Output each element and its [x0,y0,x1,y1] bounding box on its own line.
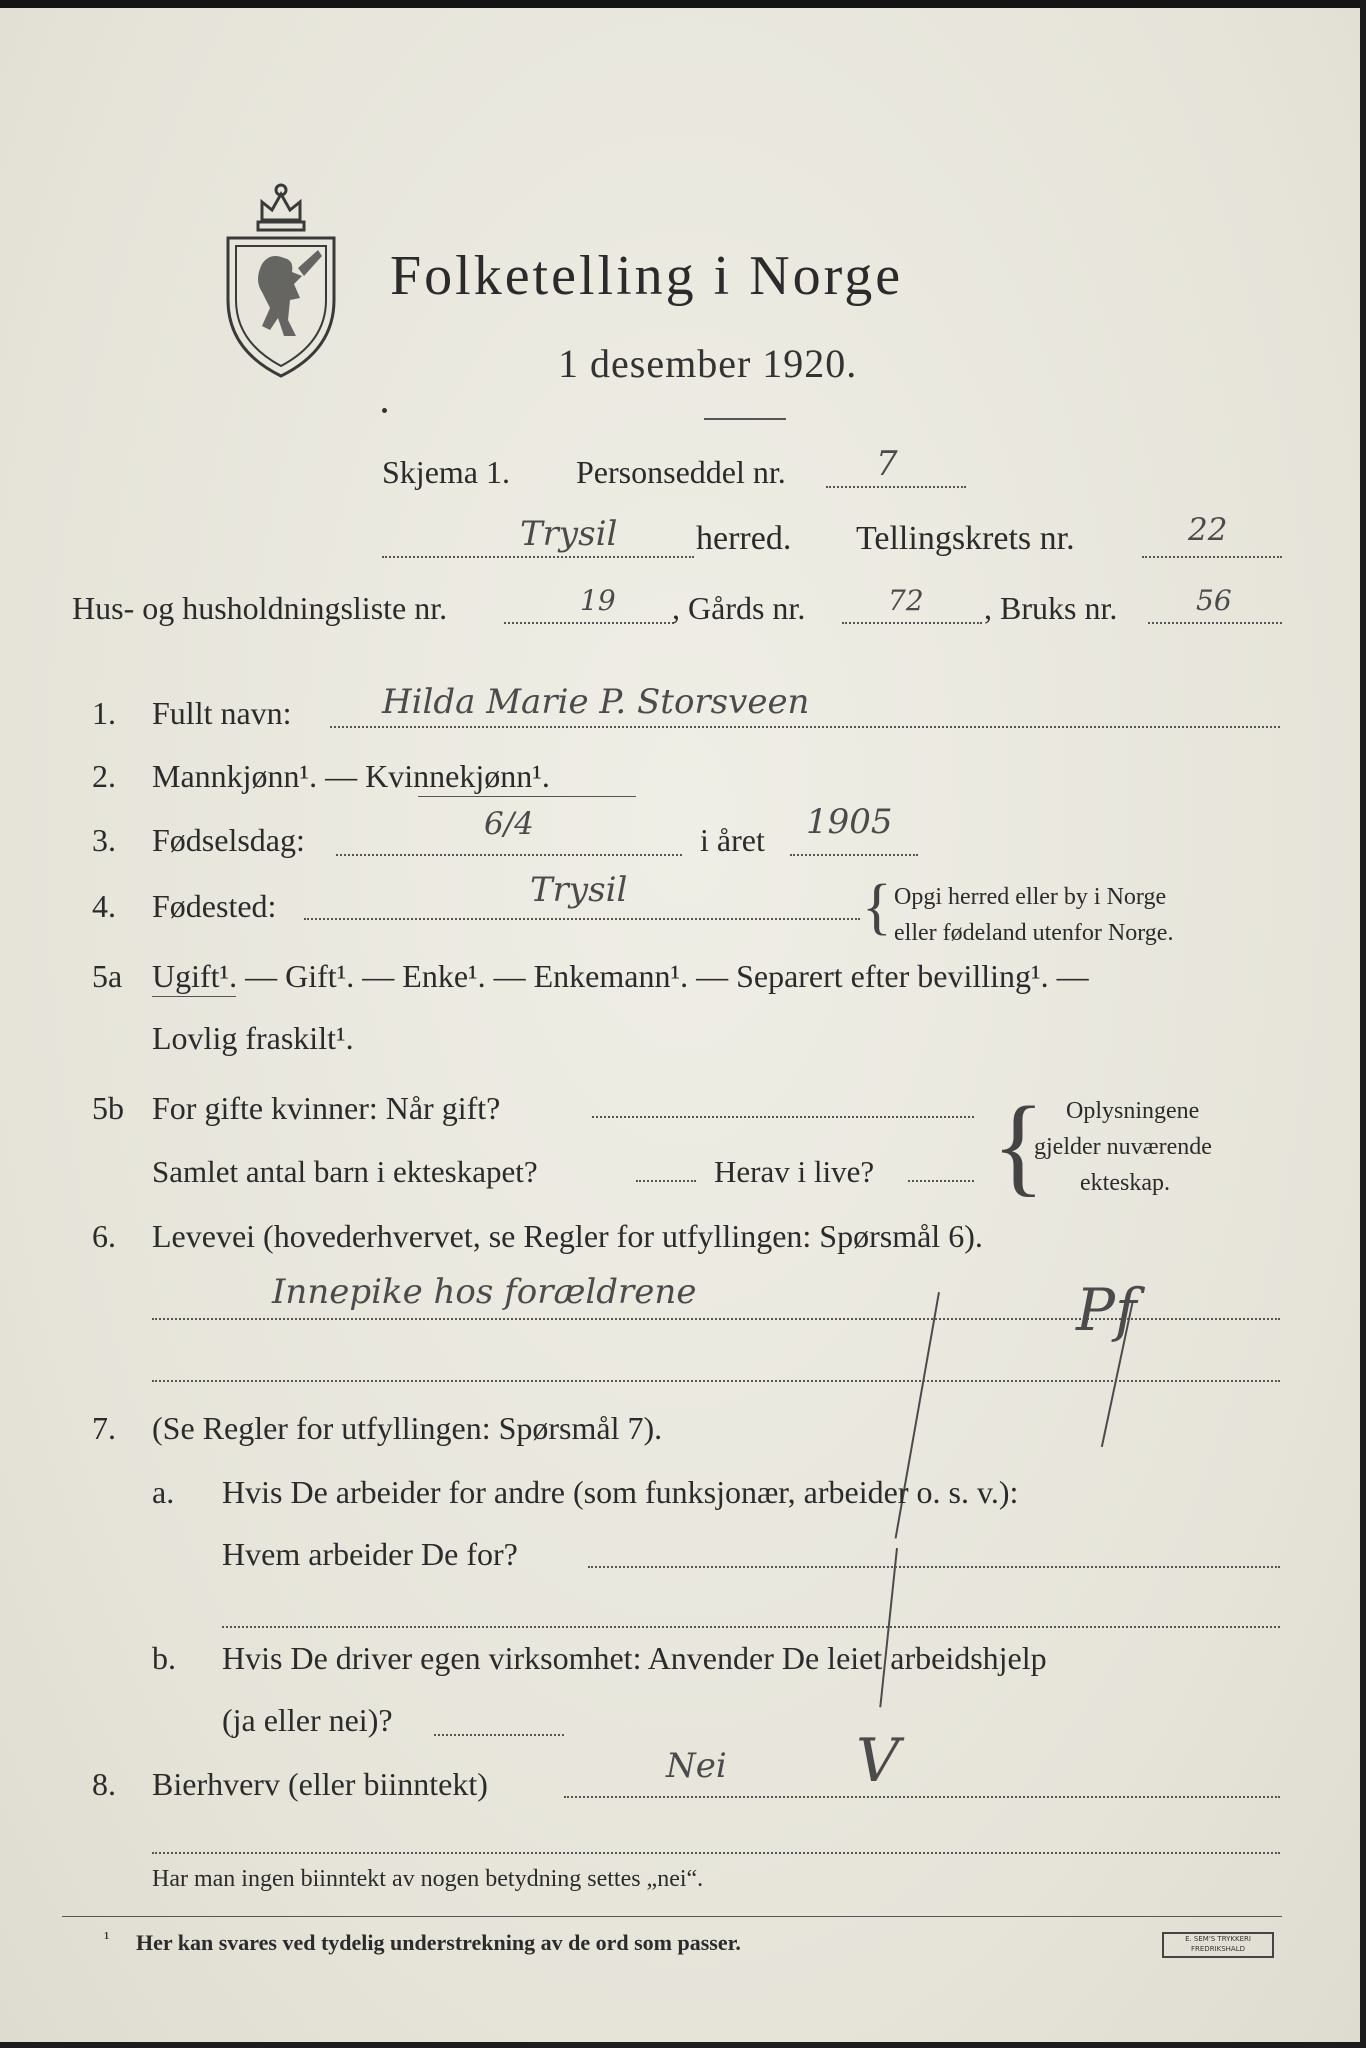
tellingskrets-label: Tellingskrets nr. [856,520,1075,557]
form-title: Folketelling i Norge [390,245,904,307]
q7b-line [434,1734,564,1736]
q7a-label: Hvis De arbeider for andre (som funksjonær, arbeider o. s. v.): [222,1474,1019,1510]
ink-dot [382,408,387,413]
scan-edge-right [1360,0,1366,2048]
form-subtitle: 1 desember 1920. [558,341,858,386]
herred-value: Trysil [520,514,618,554]
footnote-mark: ¹ [104,1928,110,1948]
gards-line [842,622,982,624]
q5b-number: 5b [92,1090,124,1126]
q4-number: 4. [92,888,116,924]
q1-number: 1. [92,695,116,731]
footer-note: Har man ingen biinntekt av nogen betydning settes „nei“. [152,1866,704,1892]
q5b-note-2: gjelder nuværende [1034,1134,1212,1160]
q5b-label-3: Herav i live? [714,1154,875,1189]
q3-year-label: i året [700,822,765,858]
q8-number: 8. [92,1766,116,1802]
coat-of-arms-icon [222,180,340,380]
q4-value: Trysil [530,870,628,910]
q4-line [304,918,860,920]
skjema-label: Skjema 1. [382,454,510,490]
gards-value: 72 [888,584,924,617]
q7b-label: Hvis De driver egen virksomhet: Anvender De leiet arbeidshjelp [222,1640,1047,1676]
q4-note-2: eller fødeland utenfor Norge. [894,920,1174,946]
personseddel-line [826,486,966,488]
q2-label: Mannkjønn¹. — Kvinnekjønn¹. [152,758,550,794]
gards-label: , Gårds nr. [672,590,806,626]
q8-label: Bierhverv (eller biinntekt) [152,1766,488,1802]
q5b-label: For gifte kvinner: Når gift? [152,1090,501,1126]
bruks-line [1148,622,1282,624]
herred-line [382,556,694,558]
bruks-value: 56 [1196,584,1232,617]
q5b-note-1: Oplysningene [1066,1098,1200,1124]
footer-rule [62,1916,1282,1917]
q3-number: 3. [92,822,116,858]
q6-line-2 [152,1380,1280,1382]
q2-underline-kvinnekjonn [418,796,636,797]
q1-line [330,726,1280,728]
q5b-barn-line [636,1180,696,1182]
q5b-note-3: ekteskap. [1080,1170,1170,1196]
q7a-line-1 [588,1566,1280,1568]
q2-number: 2. [92,758,116,794]
q3-line [336,854,682,856]
footnote-text: Her kan svares ved tydelig understrekning av de ord som passer. [136,1930,741,1955]
q6-value: Innepike hos forældrene [272,1272,697,1312]
tellingskrets-value: 22 [1188,512,1228,548]
personseddel-label: Personseddel nr. [576,454,786,490]
q5b-gift-line [592,1116,974,1118]
q3-year-line [790,854,918,856]
scan-edge-top [0,0,1366,8]
hus-value: 19 [580,584,616,617]
q5a-label: Ugift¹. — Gift¹. — Enke¹. — Enkemann¹. — Separert efter bevilling¹. — [152,958,1089,994]
q7b-letter: b. [152,1640,176,1676]
q3-year-value: 1905 [806,802,893,842]
herred-label: herred. [696,520,792,557]
q8-line-1 [564,1796,1280,1798]
title-divider [704,418,786,420]
hus-label: Hus- og husholdningsliste nr. [72,590,448,626]
scan-edge-bottom [0,2042,1366,2048]
q3-value: 6/4 [484,806,534,842]
bruks-label: , Bruks nr. [984,590,1118,626]
q7b-label-2: (ja eller nei)? [222,1702,393,1738]
q8-value: Nei [666,1746,727,1786]
q5a-underline-ugift [152,996,236,997]
personseddel-value: 7 [876,444,898,484]
q5b-brace: { [992,1084,1045,1206]
pencil-check-mark: V [856,1726,900,1796]
q3-label: Fødselsdag: [152,822,305,858]
tellingskrets-line [1142,556,1282,558]
q8-line-2 [152,1852,1280,1854]
q5b-label-2: Samlet antal barn i ekteskapet? [152,1154,538,1189]
q6-label: Levevei (hovederhvervet, se Regler for utfyllingen: Spørsmål 6). [152,1218,983,1254]
q6-number: 6. [92,1218,116,1254]
q4-label: Fødested: [152,888,277,924]
q7a-label-2: Hvem arbeider De for? [222,1536,518,1572]
q6-mark: Pf [1076,1276,1137,1344]
q1-label: Fullt navn: [152,695,292,731]
q5a-label-2: Lovlig fraskilt¹. [152,1020,354,1056]
q1-value: Hilda Marie P. Storsveen [382,682,810,722]
q7-label: (Se Regler for utfyllingen: Spørsmål 7). [152,1410,663,1446]
printer-stamp: E. SEM'S TRYKKERI FREDRIKSHALD [1162,1932,1274,1958]
hus-line [504,622,674,624]
q4-note-1: Opgi herred eller by i Norge [894,884,1167,910]
q7a-letter: a. [152,1474,175,1510]
q4-brace: { [862,873,892,941]
q5b-live-line [908,1180,974,1182]
q5a-number: 5a [92,958,123,994]
q7a-line-2 [222,1626,1280,1628]
q7-number: 7. [92,1410,116,1446]
